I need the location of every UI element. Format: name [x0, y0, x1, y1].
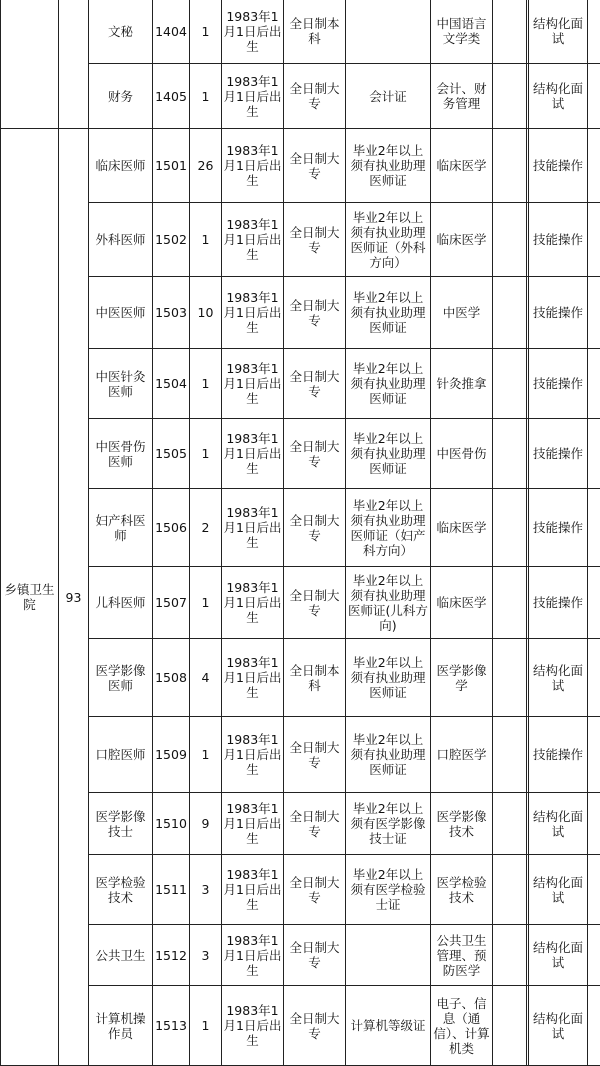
- exam-method-cell: 结构化面试: [529, 986, 588, 1066]
- blank-cell: [588, 419, 600, 489]
- hire-count-cell: 1: [190, 419, 222, 489]
- exam-method-cell: 技能操作: [529, 567, 588, 639]
- age-requirement-cell: 1983年1月1日后出生: [222, 277, 284, 349]
- blank-cell: [493, 349, 527, 419]
- table-row: [1, 567, 600, 639]
- qualification-cell: [346, 925, 431, 986]
- education-cell: 全日制大专: [284, 986, 346, 1066]
- education-cell: 全日制大专: [284, 855, 346, 925]
- exam-method-cell: 结构化面试: [529, 64, 588, 129]
- unit-count-cell: 93: [59, 129, 89, 1066]
- major-cell: 中国语言文学类: [431, 0, 493, 64]
- hire-count-cell: 1: [190, 567, 222, 639]
- major-cell: 临床医学: [431, 129, 493, 203]
- table-row: [1, 277, 600, 349]
- education-cell: 全日制大专: [284, 64, 346, 129]
- position-code-cell: 1509: [153, 717, 190, 793]
- blank-cell: [588, 639, 600, 717]
- age-requirement-cell: 1983年1月1日后出生: [222, 0, 284, 64]
- age-requirement-cell: 1983年1月1日后出生: [222, 203, 284, 277]
- exam-method-cell: 结构化面试: [529, 855, 588, 925]
- unit-count-cell: [59, 0, 89, 129]
- position-code-cell: 1501: [153, 129, 190, 203]
- qualification-cell: 毕业2年以上须有执业助理医师证（外科方向）: [346, 203, 431, 277]
- hire-count-cell: 3: [190, 925, 222, 986]
- blank-cell: [493, 639, 527, 717]
- hire-count-cell: 2: [190, 489, 222, 567]
- table-row: [1, 129, 600, 203]
- table-body: [1, 0, 600, 1066]
- qualification-cell: [346, 0, 431, 64]
- blank-cell: [588, 925, 600, 986]
- position-name-cell: 儿科医师: [89, 567, 153, 639]
- age-requirement-cell: 1983年1月1日后出生: [222, 793, 284, 855]
- position-code-cell: 1505: [153, 419, 190, 489]
- hire-count-cell: 10: [190, 277, 222, 349]
- qualification-cell: 毕业2年以上须有执业助理医师证: [346, 639, 431, 717]
- position-name-cell: 外科医师: [89, 203, 153, 277]
- position-name-cell: 中医针灸医师: [89, 349, 153, 419]
- position-name-cell: 医学影像医师: [89, 639, 153, 717]
- position-code-cell: 1510: [153, 793, 190, 855]
- education-cell: 全日制大专: [284, 793, 346, 855]
- position-code-cell: 1506: [153, 489, 190, 567]
- education-cell: 全日制大专: [284, 203, 346, 277]
- table-row: [1, 925, 600, 986]
- position-name-cell: 财务: [89, 64, 153, 129]
- education-cell: 全日制大专: [284, 129, 346, 203]
- age-requirement-cell: 1983年1月1日后出生: [222, 419, 284, 489]
- position-name-cell: 中医骨伤医师: [89, 419, 153, 489]
- major-cell: 临床医学: [431, 203, 493, 277]
- major-cell: 医学检验技术: [431, 855, 493, 925]
- unit-cell: [1, 0, 59, 129]
- hire-count-cell: 1: [190, 203, 222, 277]
- hire-count-cell: 1: [190, 349, 222, 419]
- qualification-cell: 毕业2年以上须有执业助理医师证: [346, 419, 431, 489]
- position-code-cell: 1404: [153, 0, 190, 64]
- qualification-cell: 毕业2年以上须有执业助理医师证（妇产科方向）: [346, 489, 431, 567]
- exam-method-cell: 结构化面试: [529, 925, 588, 986]
- blank-cell: [493, 419, 527, 489]
- education-cell: 全日制本科: [284, 0, 346, 64]
- blank-cell: [493, 793, 527, 855]
- qualification-cell: 毕业2年以上须有执业助理医师证: [346, 717, 431, 793]
- position-name-cell: 临床医师: [89, 129, 153, 203]
- blank-cell: [588, 0, 600, 64]
- exam-method-cell: 技能操作: [529, 349, 588, 419]
- table-row: [1, 419, 600, 489]
- blank-cell: [493, 64, 527, 129]
- age-requirement-cell: 1983年1月1日后出生: [222, 717, 284, 793]
- blank-cell: [493, 855, 527, 925]
- exam-method-cell: 结构化面试: [529, 793, 588, 855]
- exam-method-cell: 技能操作: [529, 203, 588, 277]
- qualification-cell: 毕业2年以上须有执业助理医师证: [346, 349, 431, 419]
- blank-cell: [493, 277, 527, 349]
- age-requirement-cell: 1983年1月1日后出生: [222, 567, 284, 639]
- age-requirement-cell: 1983年1月1日后出生: [222, 129, 284, 203]
- table-row: [1, 717, 600, 793]
- position-name-cell: 文秘: [89, 0, 153, 64]
- blank-cell: [588, 277, 600, 349]
- blank-cell: [588, 64, 600, 129]
- blank-cell: [588, 129, 600, 203]
- age-requirement-cell: 1983年1月1日后出生: [222, 986, 284, 1066]
- table-row: [1, 349, 600, 419]
- blank-cell: [493, 717, 527, 793]
- major-cell: 临床医学: [431, 567, 493, 639]
- qualification-cell: 计算机等级证: [346, 986, 431, 1066]
- position-code-cell: 1508: [153, 639, 190, 717]
- qualification-cell: 毕业2年以上须有医学影像技士证: [346, 793, 431, 855]
- position-name-cell: 妇产科医师: [89, 489, 153, 567]
- blank-cell: [493, 203, 527, 277]
- exam-method-cell: 结构化面试: [529, 639, 588, 717]
- major-cell: 医学影像学: [431, 639, 493, 717]
- major-cell: 会计、财务管理: [431, 64, 493, 129]
- qualification-cell: 毕业2年以上须有执业助理医师证: [346, 277, 431, 349]
- position-code-cell: 1507: [153, 567, 190, 639]
- blank-cell: [493, 129, 527, 203]
- education-cell: 全日制大专: [284, 349, 346, 419]
- unit-cell: 乡镇卫生院: [1, 129, 59, 1066]
- hire-count-cell: 26: [190, 129, 222, 203]
- education-cell: 全日制大专: [284, 277, 346, 349]
- position-name-cell: 计算机操作员: [89, 986, 153, 1066]
- blank-cell: [588, 855, 600, 925]
- position-name-cell: 中医医师: [89, 277, 153, 349]
- blank-cell: [588, 986, 600, 1066]
- hire-count-cell: 1: [190, 0, 222, 64]
- table-row: [1, 64, 600, 129]
- education-cell: 全日制大专: [284, 419, 346, 489]
- major-cell: 口腔医学: [431, 717, 493, 793]
- qualification-cell: 毕业2年以上须有执业助理医师证: [346, 129, 431, 203]
- position-name-cell: 口腔医师: [89, 717, 153, 793]
- major-cell: 电子、信息（通信）、计算机类: [431, 986, 493, 1066]
- table-row: [1, 639, 600, 717]
- position-name-cell: 医学影像技士: [89, 793, 153, 855]
- position-code-cell: 1511: [153, 855, 190, 925]
- education-cell: 全日制大专: [284, 925, 346, 986]
- position-code-cell: 1502: [153, 203, 190, 277]
- exam-method-cell: 技能操作: [529, 277, 588, 349]
- age-requirement-cell: 1983年1月1日后出生: [222, 349, 284, 419]
- exam-method-cell: 结构化面试: [529, 0, 588, 64]
- major-cell: 中医学: [431, 277, 493, 349]
- position-code-cell: 1512: [153, 925, 190, 986]
- exam-method-cell: 技能操作: [529, 129, 588, 203]
- table-row: [1, 986, 600, 1066]
- blank-cell: [588, 793, 600, 855]
- major-cell: 临床医学: [431, 489, 493, 567]
- position-code-cell: 1513: [153, 986, 190, 1066]
- age-requirement-cell: 1983年1月1日后出生: [222, 855, 284, 925]
- major-cell: 医学影像技术: [431, 793, 493, 855]
- table-row: [1, 793, 600, 855]
- major-cell: 中医骨伤: [431, 419, 493, 489]
- major-cell: 针灸推拿: [431, 349, 493, 419]
- blank-cell: [588, 203, 600, 277]
- blank-cell: [493, 925, 527, 986]
- education-cell: 全日制大专: [284, 717, 346, 793]
- education-cell: 全日制本科: [284, 639, 346, 717]
- education-cell: 全日制大专: [284, 567, 346, 639]
- exam-method-cell: 技能操作: [529, 489, 588, 567]
- education-cell: 全日制大专: [284, 489, 346, 567]
- blank-cell: [493, 489, 527, 567]
- exam-method-cell: 技能操作: [529, 419, 588, 489]
- position-name-cell: 公共卫生: [89, 925, 153, 986]
- position-code-cell: 1405: [153, 64, 190, 129]
- age-requirement-cell: 1983年1月1日后出生: [222, 925, 284, 986]
- qualification-cell: 会计证: [346, 64, 431, 129]
- qualification-cell: 毕业2年以上须有医学检验士证: [346, 855, 431, 925]
- table-row: [1, 0, 600, 64]
- hire-count-cell: 1: [190, 64, 222, 129]
- blank-cell: [588, 567, 600, 639]
- table-row: [1, 203, 600, 277]
- hire-count-cell: 9: [190, 793, 222, 855]
- hire-count-cell: 4: [190, 639, 222, 717]
- hire-count-cell: 1: [190, 986, 222, 1066]
- position-code-cell: 1504: [153, 349, 190, 419]
- blank-cell: [588, 717, 600, 793]
- table-row: [1, 489, 600, 567]
- position-name-cell: 医学检验技术: [89, 855, 153, 925]
- position-code-cell: 1503: [153, 277, 190, 349]
- blank-cell: [588, 489, 600, 567]
- blank-cell: [493, 567, 527, 639]
- hire-count-cell: 1: [190, 717, 222, 793]
- hire-count-cell: 3: [190, 855, 222, 925]
- major-cell: 公共卫生管理、预防医学: [431, 925, 493, 986]
- blank-cell: [588, 349, 600, 419]
- qualification-cell: 毕业2年以上须有执业助理医师证(儿科方向): [346, 567, 431, 639]
- table-row: [1, 855, 600, 925]
- age-requirement-cell: 1983年1月1日后出生: [222, 639, 284, 717]
- exam-method-cell: 技能操作: [529, 717, 588, 793]
- age-requirement-cell: 1983年1月1日后出生: [222, 64, 284, 129]
- age-requirement-cell: 1983年1月1日后出生: [222, 489, 284, 567]
- blank-cell: [493, 0, 527, 64]
- blank-cell: [493, 986, 527, 1066]
